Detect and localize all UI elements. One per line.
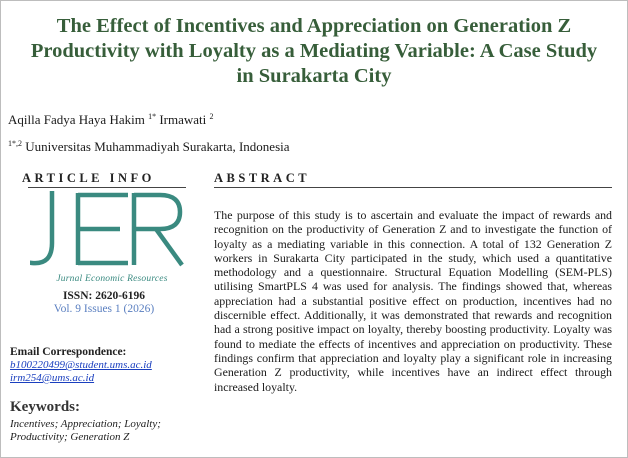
volume-issue: Vol. 9 Issues 1 (2026) bbox=[53, 303, 155, 315]
email-link[interactable]: b100220499@student.ums.ac.id bbox=[10, 359, 152, 371]
article-info-heading: ARTICLE INFO bbox=[22, 171, 155, 185]
title-line: The Effect of Incentives and Appreciation on Generation Z bbox=[56, 15, 572, 37]
title-line: Productivity with Loyalty as a Mediating Variable: A Case Study bbox=[30, 40, 598, 62]
article-info-column bbox=[8, 169, 200, 447]
author-name: Aqilla Fadya Haya Hakim bbox=[8, 112, 145, 127]
author-list bbox=[8, 112, 214, 128]
abstract-heading: ABSTRACT bbox=[214, 171, 311, 185]
title-line: in Surakarta City bbox=[236, 65, 392, 87]
affiliation-text: Uuniversitas Muhammadiyah Surakarta, Indonesia bbox=[25, 139, 290, 154]
author-name: Irmawati bbox=[159, 112, 207, 127]
email-heading: Email Correspondence: bbox=[10, 346, 127, 358]
jer-logo-icon bbox=[30, 191, 190, 273]
journal-logo bbox=[30, 191, 190, 283]
keywords-heading: Keywords: bbox=[10, 399, 80, 415]
keywords-list: Incentives; Appreciation; Loyalty; Productivity; Generation Z bbox=[10, 418, 161, 443]
abstract-divider bbox=[214, 187, 612, 188]
issn: ISSN: 2620-6196 bbox=[62, 290, 146, 302]
author-affiliation-mark: 2 bbox=[209, 112, 214, 121]
abstract-text: The purpose of this study is to ascertain and evaluate the impact of rewards and recognition on the productivity of Generation Z and to investigate the function of loyalty as a mediating variable in this connection. A total of 132 Generation Z workers in Surakarta City participated in the study, which used a quantitative methodology and a questionnaire. Structural Equation Modelling (SEM-PLS) utilising SmartPLS 4 was used for analysis. The findings showed that, whereas appreciation had a substantial positive effect on production, incentives had no discernible effect. Additionally, it was demonstrated that rewards and recognition had a strong positive impact on loyalty, thereby boosting productivity. Loyalty was found to mediate the effects of incentives and appreciation on productivity. These findings confirm that appreciation and loyalty play a significant role in increasing Generation Z productivity, while incentives have an indirect effect through increased loyalty. bbox=[214, 208, 612, 394]
paper-title bbox=[0, 14, 628, 89]
affiliation bbox=[8, 139, 290, 155]
affiliation-mark: 1*,2 bbox=[8, 139, 22, 148]
email-link[interactable]: irm254@ums.ac.id bbox=[10, 372, 95, 384]
author-affiliation-mark: 1* bbox=[148, 112, 157, 121]
journal-name: Jurnal Economic Resources bbox=[56, 274, 168, 284]
